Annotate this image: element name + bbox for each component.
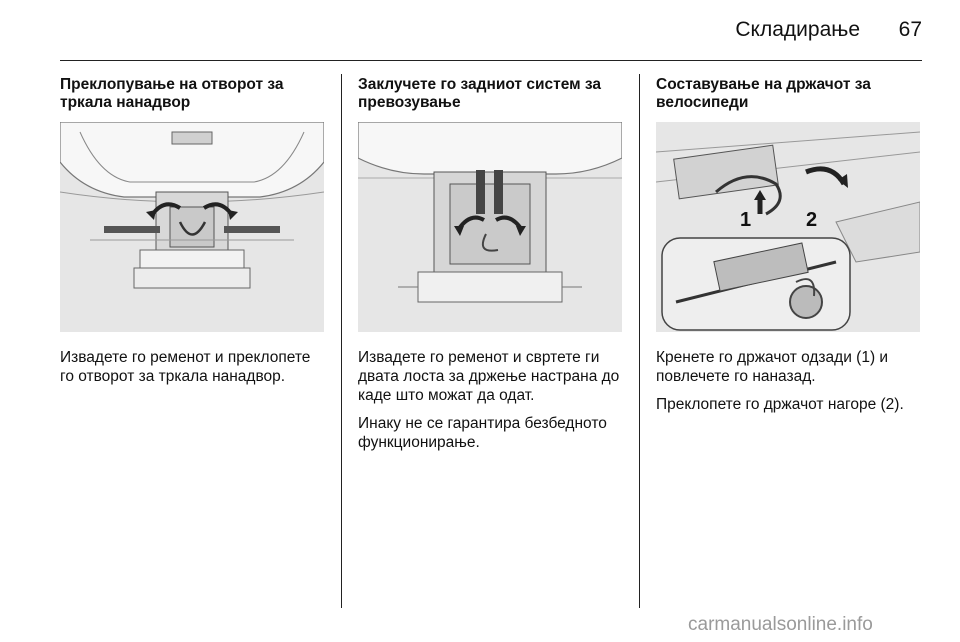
column-divider-1 <box>341 74 342 608</box>
column-lock-carrier-system <box>358 76 622 452</box>
page-number: 67 <box>898 18 922 41</box>
column-heading: Составување на држачот за велосипеди <box>656 76 871 111</box>
column-heading: Преклопување на отворот за тркала нанадвор <box>60 76 284 111</box>
callout-1: 1 <box>740 209 752 231</box>
column-fold-wheel-recess <box>60 76 324 386</box>
instruction-text: Извадете го ременот и свртете ги двата лоста за држење настрана до каде што можат да одат. <box>358 349 620 404</box>
column-divider-2 <box>639 74 640 608</box>
section-title: Складирање <box>735 18 860 41</box>
instruction-text: Кренете го држачот одзади (1) и повлечете го наназад. <box>656 349 889 385</box>
warning-text: Инаку не се гарантира безбедното функционирање. <box>358 415 607 451</box>
header-divider <box>60 60 922 61</box>
figure-wheel-recess-illustration <box>60 122 324 332</box>
watermark: carmanualsonline.info <box>688 614 873 635</box>
column-heading: Заклучете го задниот систем за превозување <box>358 76 601 111</box>
figure-bike-holder-illustration <box>656 122 920 332</box>
instruction-text: Преклопете го држачот нагоре (2). <box>656 396 904 413</box>
column-assemble-bike-holder <box>656 76 920 414</box>
instruction-text: Извадете го ременот и преклопете го отворот за тркала нанадвор. <box>60 349 311 385</box>
callout-2: 2 <box>806 209 818 231</box>
figure-carrier-lock-illustration <box>358 122 622 332</box>
